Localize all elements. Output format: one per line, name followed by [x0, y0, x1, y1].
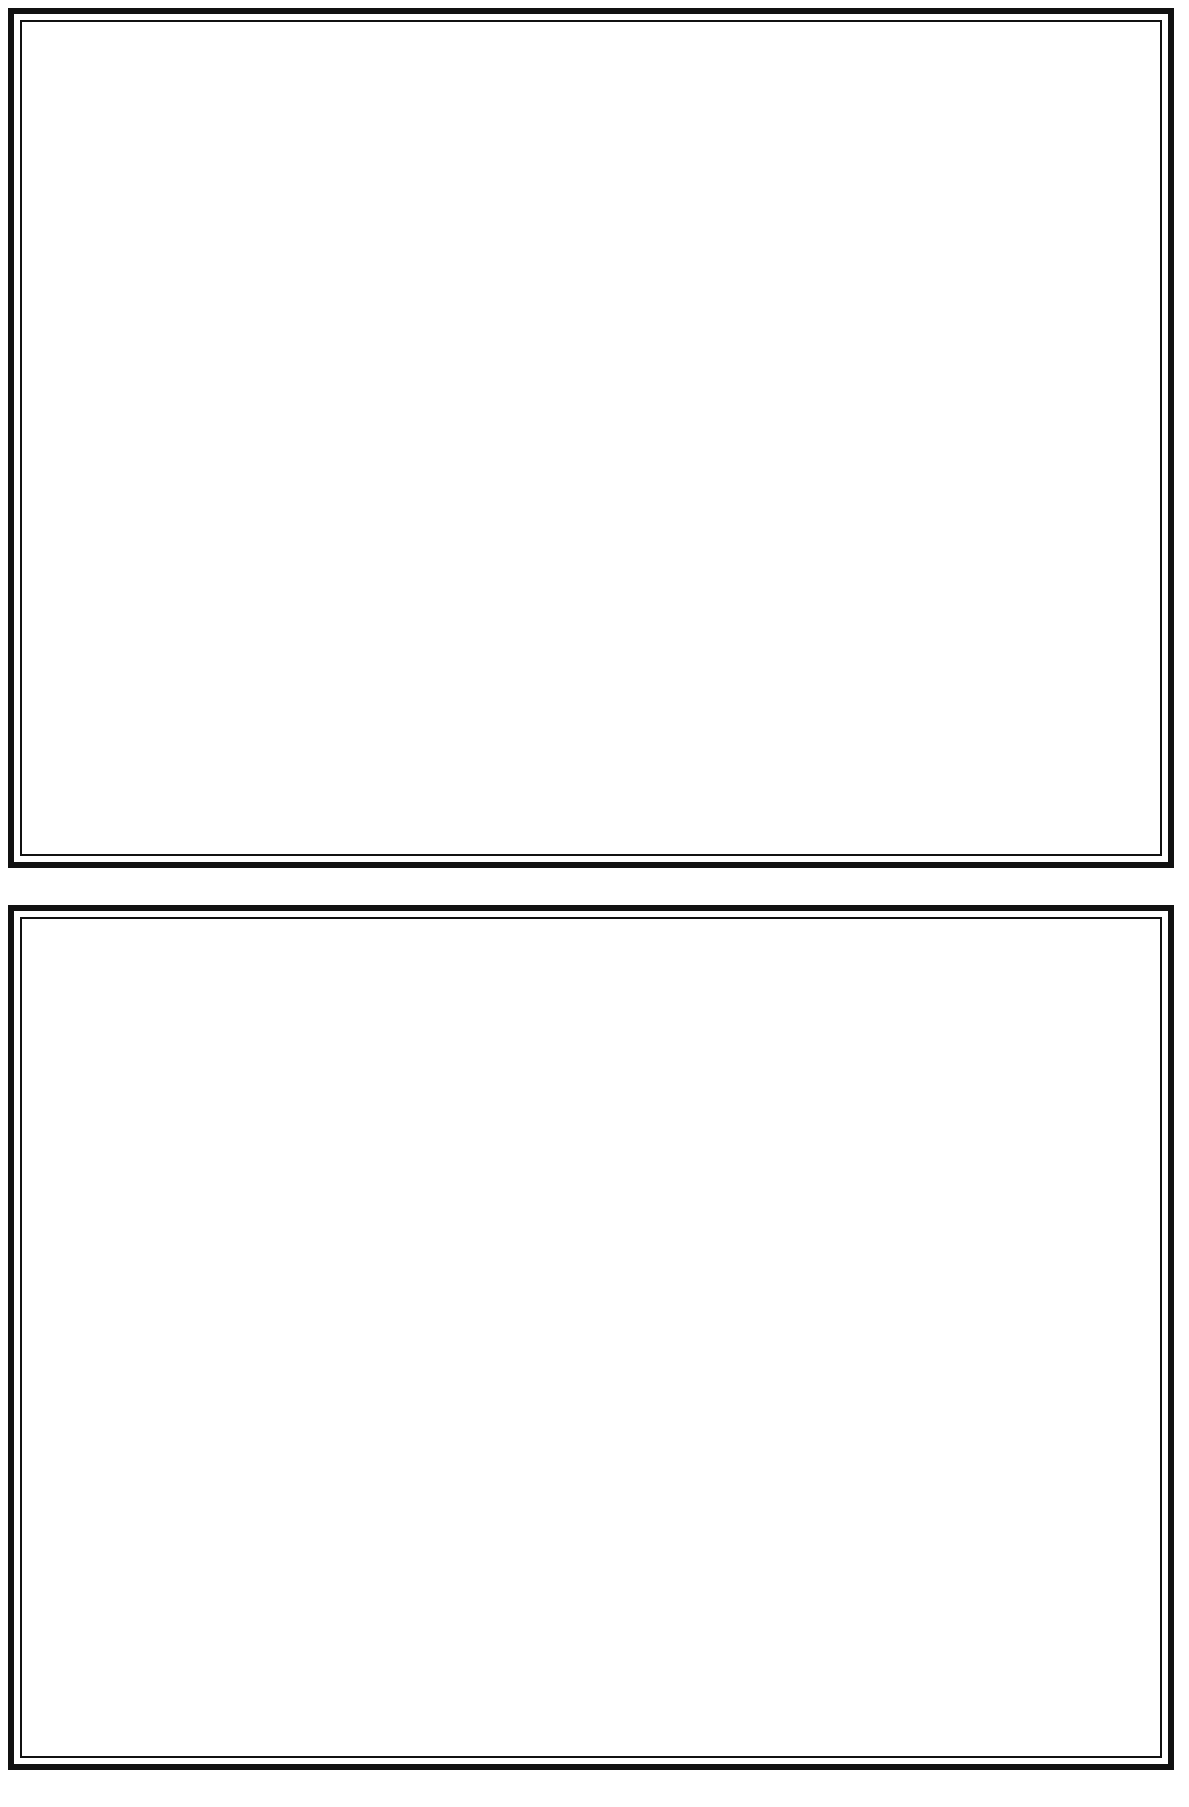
- top-page-frame: [8, 8, 1174, 868]
- bottom-page-inner-border: [20, 917, 1162, 1758]
- top-page-inner-border: [20, 20, 1162, 856]
- bottom-page-frame: [8, 905, 1174, 1770]
